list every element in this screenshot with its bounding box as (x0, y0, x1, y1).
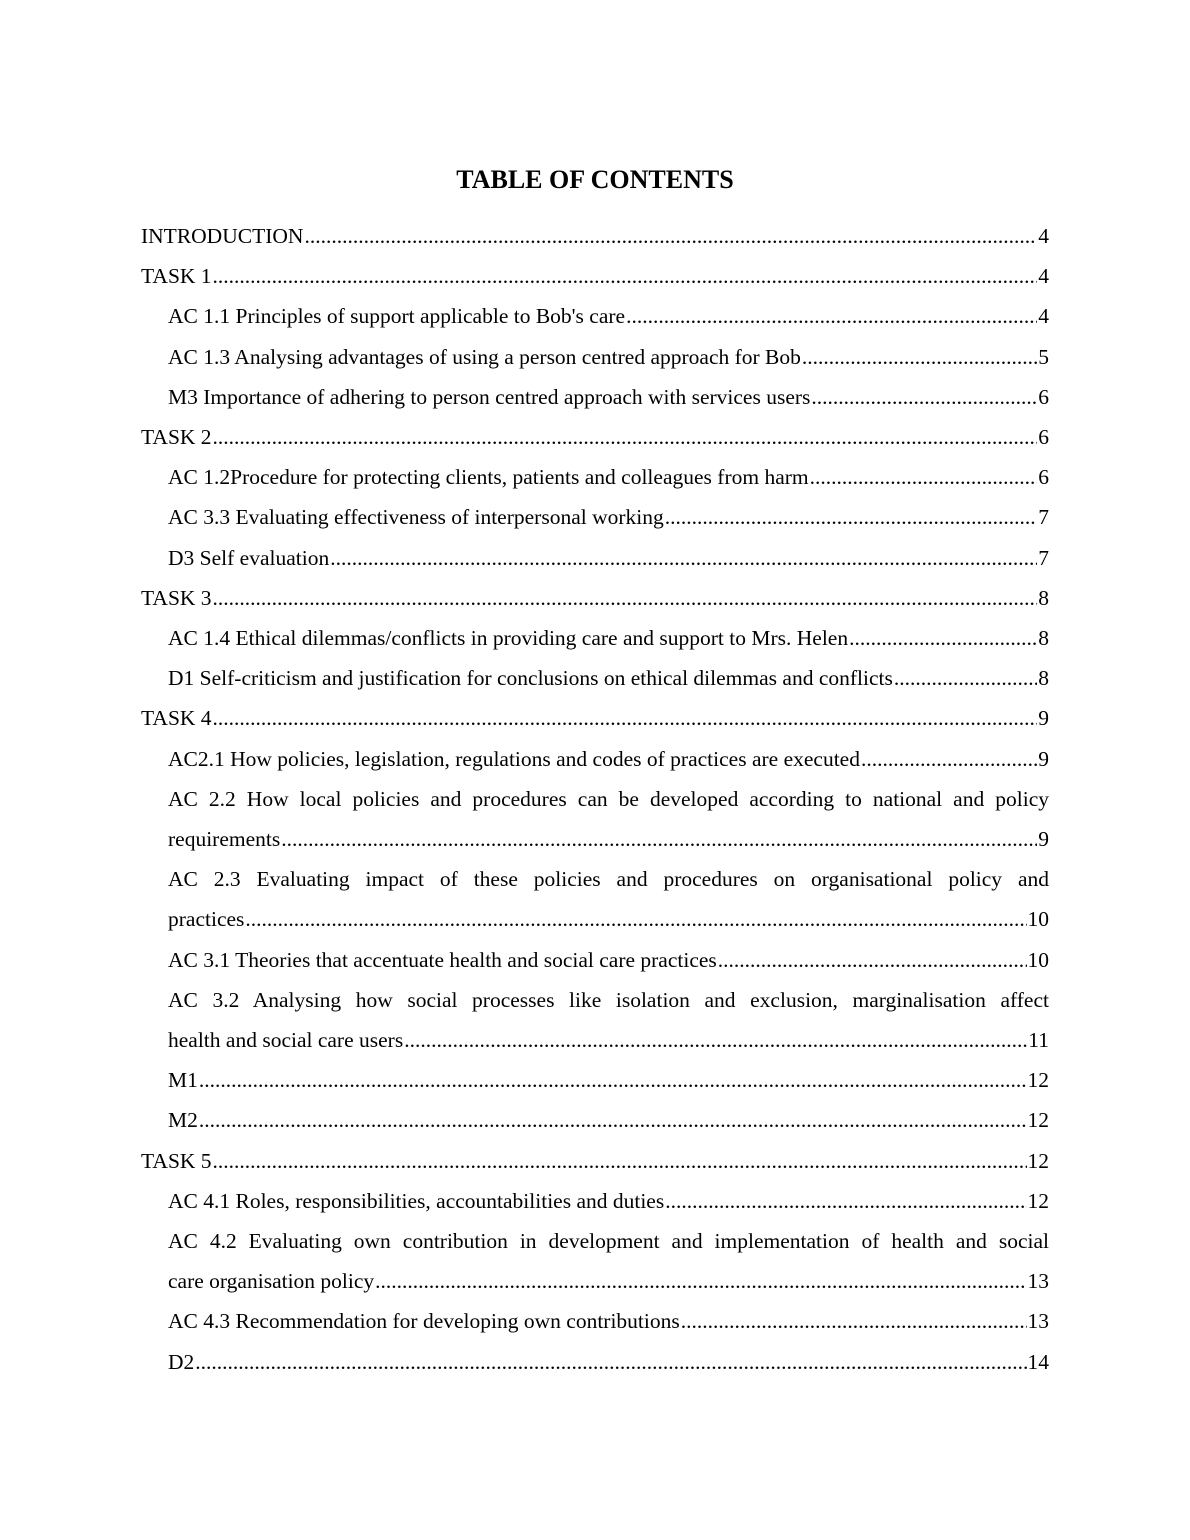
toc-entry[interactable] (141, 417, 1049, 457)
toc-page-number: 6 (1038, 384, 1049, 409)
toc-dot-leader (199, 1100, 1027, 1140)
toc-entry-label: AC 4.3 Recommendation for developing own contributions (168, 1309, 680, 1334)
toc-dot-leader (626, 296, 1037, 336)
toc-dot-leader (718, 940, 1027, 980)
toc-page-number: 4 (1038, 304, 1049, 329)
toc-entry-label: TASK 4 (141, 706, 212, 731)
toc-entry[interactable] (141, 698, 1049, 738)
toc-entry-label-line: AC 2.2 How local policies and procedures can be developed according to national and policy (168, 786, 1049, 811)
toc-dot-leader (811, 377, 1037, 417)
toc-dot-leader (665, 497, 1037, 537)
toc-dot-leader (304, 216, 1037, 256)
toc-entry-label: practices (168, 907, 245, 932)
toc-entry[interactable] (141, 618, 1049, 658)
toc-entry-label: INTRODUCTION (141, 224, 304, 248)
toc-entry-label: AC 1.1 Principles of support applicable to Bob's care (168, 304, 626, 329)
toc-entry[interactable] (141, 497, 1049, 537)
toc-page-number: 12 (1027, 1188, 1049, 1213)
toc-entry-label: M1 (168, 1068, 198, 1093)
toc-entry[interactable] (141, 337, 1049, 377)
toc-page-number: 4 (1038, 224, 1049, 248)
toc-entry-label: AC 1.4 Ethical dilemmas/conflicts in providing care and support to Mrs. Helen (168, 626, 849, 651)
toc-dot-leader (213, 256, 1038, 296)
toc-page-number: 12 (1027, 1108, 1049, 1133)
toc-entry-label: requirements (168, 827, 281, 852)
toc-entry-label: D2 (168, 1349, 195, 1374)
toc-page-number: 7 (1038, 545, 1049, 570)
toc-page-number: 9 (1038, 827, 1049, 852)
toc-entry[interactable] (141, 1181, 1049, 1221)
toc-page-number: 12 (1027, 1068, 1049, 1093)
toc-page-number: 10 (1027, 907, 1049, 932)
toc-entry[interactable] (141, 739, 1049, 779)
toc-entry-label: health and social care users (168, 1028, 404, 1053)
toc-dot-leader (213, 698, 1038, 738)
toc-entry[interactable] (141, 1060, 1049, 1100)
toc-entry-label: care organisation policy (168, 1269, 375, 1294)
toc-entry-label: AC 3.1 Theories that accentuate health and social care practices (168, 947, 717, 972)
toc-entry-label: D1 Self-criticism and justification for conclusions on ethical dilemmas and conflicts (168, 666, 893, 691)
toc-entry-label: M3 Importance of adhering to person centred approach with services users (168, 384, 811, 409)
toc-dot-leader (281, 819, 1037, 859)
toc-page-number: 10 (1027, 947, 1049, 972)
toc-entry-label: AC 1.3 Analysing advantages of using a person centred approach for Bob (168, 344, 801, 369)
toc-entry[interactable] (141, 940, 1049, 980)
toc-entry-label: TASK 5 (141, 1148, 212, 1173)
toc-entry-label: AC 4.1 Roles, responsibilities, accountabilities and duties (168, 1188, 665, 1213)
toc-dot-leader (849, 618, 1037, 658)
toc-page-number: 9 (1038, 746, 1049, 771)
document-page (141, 160, 1049, 1382)
toc-entry-label: M2 (168, 1108, 198, 1133)
toc-entry-label: AC2.1 How policies, legislation, regulations and codes of practices are executed (168, 746, 860, 771)
toc-entry[interactable] (141, 457, 1049, 497)
toc-entry[interactable] (141, 1100, 1049, 1140)
toc-entry-label-line: AC 3.2 Analysing how social processes like isolation and exclusion, marginalisation affect (168, 987, 1049, 1012)
toc-dot-leader (665, 1181, 1026, 1221)
toc-entry-label: AC 1.2Procedure for protecting clients, patients and colleagues from harm (168, 465, 809, 490)
toc-dot-leader (213, 417, 1038, 457)
toc-page-number: 11 (1028, 1028, 1049, 1053)
toc-dot-leader (213, 578, 1038, 618)
toc-page-number: 6 (1038, 465, 1049, 490)
toc-entry[interactable] (141, 1342, 1049, 1382)
toc-page-number: 14 (1027, 1349, 1049, 1374)
toc-dot-leader (802, 337, 1037, 377)
toc-entry[interactable] (141, 1301, 1049, 1341)
toc-dot-leader (213, 1141, 1027, 1181)
toc-entry-label: TASK 2 (141, 425, 212, 450)
toc-entry[interactable] (141, 658, 1049, 698)
toc-entry-label-line: AC 4.2 Evaluating own contribution in development and implementation of health and social (168, 1229, 1049, 1254)
toc-entry-label: TASK 1 (141, 264, 212, 289)
toc-page-number: 4 (1038, 264, 1049, 289)
toc-dot-leader (404, 1020, 1027, 1060)
toc-dot-leader (810, 457, 1038, 497)
toc-dot-leader (245, 899, 1026, 939)
toc-entry[interactable] (141, 377, 1049, 417)
toc-page-number: 13 (1027, 1309, 1049, 1334)
toc-entry[interactable] (141, 538, 1049, 578)
toc-entry[interactable] (141, 216, 1049, 256)
toc-dot-leader (199, 1060, 1027, 1100)
toc-page-number: 8 (1038, 626, 1049, 651)
toc-dot-leader (330, 538, 1037, 578)
toc-page-number: 9 (1038, 706, 1049, 731)
toc-page-number: 12 (1027, 1148, 1049, 1173)
toc-page-number: 8 (1038, 666, 1049, 691)
toc-page-number: 6 (1038, 425, 1049, 450)
toc-entry[interactable] (141, 1141, 1049, 1181)
toc-page-number: 13 (1027, 1269, 1049, 1294)
toc-list (141, 216, 1049, 1382)
toc-page-number: 7 (1038, 505, 1049, 530)
toc-entry[interactable] (141, 779, 1049, 859)
toc-entry-label-line: AC 2.3 Evaluating impact of these policies and procedures on organisational policy and (168, 867, 1049, 892)
toc-dot-leader (861, 739, 1037, 779)
toc-entry[interactable] (141, 256, 1049, 296)
toc-entry-label: TASK 3 (141, 585, 212, 610)
toc-entry[interactable] (141, 1221, 1049, 1301)
toc-title: TABLE OF CONTENTS (456, 165, 734, 194)
toc-entry-label: D3 Self evaluation (168, 545, 330, 570)
toc-entry[interactable] (141, 859, 1049, 939)
toc-dot-leader (681, 1301, 1027, 1341)
toc-page-number: 8 (1038, 585, 1049, 610)
toc-dot-leader (894, 658, 1037, 698)
toc-entry[interactable] (141, 578, 1049, 618)
toc-entry[interactable] (141, 296, 1049, 336)
toc-entry-label: AC 3.3 Evaluating effectiveness of interpersonal working (168, 505, 664, 530)
toc-entry[interactable] (141, 980, 1049, 1060)
toc-page-number: 5 (1038, 344, 1049, 369)
toc-dot-leader (375, 1261, 1026, 1301)
toc-dot-leader (195, 1342, 1026, 1382)
